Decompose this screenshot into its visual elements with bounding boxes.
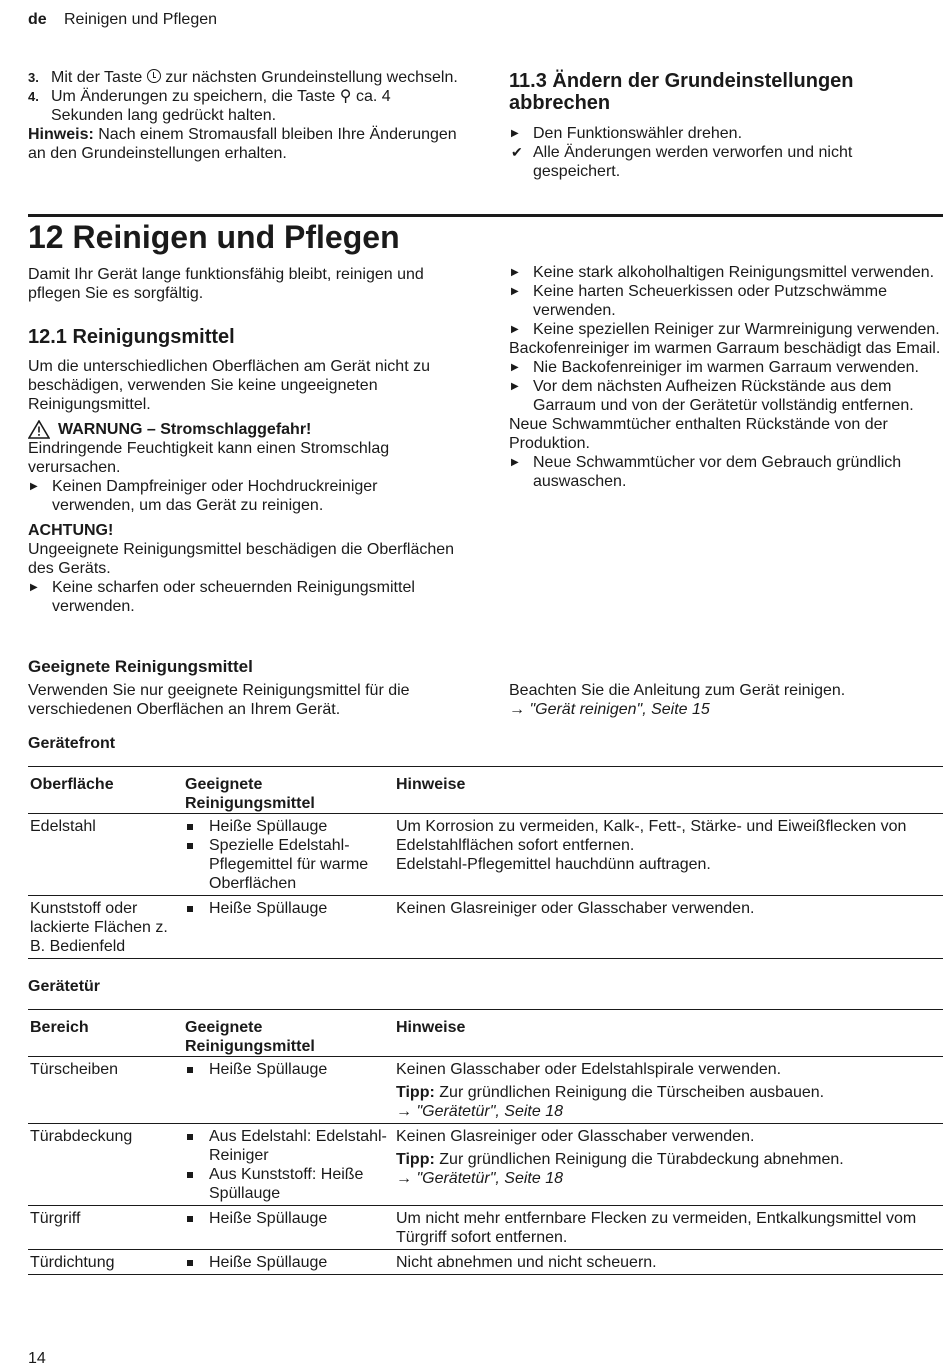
list-item: ▶ Vor dem nächsten Aufheizen Rückstände aus dem Garraum und von der Gerätetür vollständig entfernen. [511,378,914,414]
caution-text: Backofenreiniger im warmen Garraum beschädigt das Email. [509,340,941,357]
tip: Tipp: Zur gründlichen Reinigung die Türscheiben ausbauen. [396,1084,825,1101]
triangle-bullet-icon: ▶ [511,267,519,278]
triangle-bullet-icon: ▶ [511,324,519,335]
triangle-bullet-icon: ▶ [511,457,519,468]
list-item: ▶ Keine stark alkoholhaltigen Reinigungsmittel verwenden. [511,264,935,281]
column-header: Hinweise [396,1019,466,1036]
list-item: ▶ Keine scharfen oder scheuernden Reinigungsmittel verwenden. [30,579,415,615]
table-row: Türdichtung Heiße Spüllauge Nicht abnehmen und nicht scheuern. [28,1250,943,1275]
list-item: ▶ Nie Backofenreiniger im warmen Garraum verwenden. [511,359,919,376]
chapter-12-right [509,263,943,491]
triangle-bullet-icon: ▶ [511,362,519,373]
list-item: Heiße Spüllauge [185,1253,394,1272]
triangle-bullet-icon: ▶ [511,381,519,392]
column-header: Bereich [30,1019,89,1036]
checkmark-icon: ✔ [511,144,523,160]
list-item: Aus Edelstahl: Edelstahl-Reiniger [185,1127,394,1165]
column-header: Geeignete Reinigungsmittel [185,776,315,812]
warning-heading: WARNUNG – Stromschlaggefahr! [28,420,460,439]
caution-text: Neue Schwammtücher enthalten Rückstände von der Produktion. [509,416,888,452]
triangle-bullet-icon: ▶ [30,481,38,492]
list-item: ▶ Den Funktionswähler drehen. [511,125,743,142]
list-item: Heiße Spüllauge [185,1060,394,1079]
list-item: ▶ Keinen Dampfreiniger oder Hochdruckreiniger verwenden, um das Gerät zu reinigen. [30,478,378,514]
caution-text: Ungeeignete Reinigungsmittel beschädigen die Oberflächen des Geräts. [28,541,455,577]
list-item: Aus Kunststoff: Heiße Spüllauge [185,1165,394,1203]
step-3: 3. Mit der Taste zur nächsten Grundeinstellung wechseln. [28,69,458,86]
door-cleaning-table [28,1009,943,1275]
subsection-title: Geeignete Reinigungsmittel [28,657,253,676]
list-item: Heiße Spüllauge [185,1209,394,1228]
list-item: Spezielle Edelstahl-Pflegemittel für warme Oberflächen [185,836,394,893]
hint: Hinweis: Nach einem Stromausfall bleiben Ihre Änderungen an den Grundeinstellungen erhalten. [28,126,457,162]
section-intro: Um die unterschiedlichen Oberflächen am Gerät nicht zu beschädigen, verwenden Sie keine ungeeigneten Reinigungsmittel. [28,358,430,413]
warning-triangle-icon [28,420,50,439]
table-row: Kunststoff oder lackierte Flächen z. B. Bedienfeld Heiße Spüllauge Keinen Glasreiniger oder Glasschaber verwenden. [28,896,943,959]
result-item: ✔ Alle Änderungen werden verworfen und nicht gespeichert. [511,144,853,180]
previous-steps [28,68,460,163]
section-11-3 [509,70,943,181]
table-title: Gerätefront [28,735,116,752]
table-row: Türabdeckung Aus Edelstahl: Edelstahl-Reiniger Aus Kunststoff: Heiße Spüllauge Keinen Glasreiniger oder Glasschaber verwenden. Tipp: Zur gründlichen Reinigung die Türabdeckung abnehmen. → "Gerätetür", Seite 18 [28,1124,943,1206]
list-item: Heiße Spüllauge [185,817,394,836]
chapter-intro: Damit Ihr Gerät lange funktionsfähig bleibt, reinigen und pflegen Sie es sorgfältig. [28,266,424,302]
caution-heading: ACHTUNG! [28,522,114,539]
chapter-title: 12 Reinigen und Pflegen [28,219,400,255]
table-row: Türscheiben Heiße Spüllauge Keinen Glasschaber oder Edelstahlspirale verwenden. Tipp: Zur gründlichen Reinigung die Türscheiben ausbauen. → "Gerätetür", Seite 18 [28,1057,943,1124]
tip: Tipp: Zur gründlichen Reinigung die Türabdeckung abnehmen. [396,1151,844,1168]
front-cleaning-table [28,766,943,959]
section-title: 11.3 Ändern der Grundeinstellungen abbrechen [509,70,854,114]
language-code: de [28,11,47,28]
cross-reference-link[interactable]: → "Gerät reinigen", Seite 15 [509,701,710,718]
table-header-row [28,1010,943,1057]
list-item: ▶ Keine speziellen Reiniger zur Warmreinigung verwenden. [511,321,940,338]
subsection-text: Verwenden Sie nur geeignete Reinigungsmittel für die verschiedenen Oberflächen an Ihrem Gerät. [28,682,410,718]
column-header: Geeignete Reinigungsmittel [185,1019,315,1055]
section-title: 12.1 Reinigungsmittel [28,326,235,348]
step-4: 4. Um Änderungen zu speichern, die Taste ⚲ ca. 4 Sekunden lang gedrückt halten. [28,88,391,124]
table-row: Türgriff Heiße Spüllauge Um nicht mehr entfernbare Flecken zu vermeiden, Entkalkungsmittel vom Türgriff sofort entfernen. [28,1206,943,1250]
chapter-divider [28,214,943,217]
table-row: Edelstahl Heiße Spüllauge Spezielle Edelstahl-Pflegemittel für warme Oberflächen Um Korrosion zu vermeiden, Kalk-, Fett-, Stärke- und Eiweißflecken von Edelstahlflächen sofort entfernen. Edelstahl-Pflegemittel hauchdünn auftragen. [28,814,943,896]
triangle-bullet-icon: ▶ [30,582,38,593]
key-icon: ⚲ [339,88,352,105]
cross-reference-link[interactable]: → "Gerätetür", Seite 18 [396,1170,563,1187]
list-item: ▶ Keine harten Scheuerkissen oder Putzschwämme verwenden. [511,283,887,319]
table-title: Gerätetür [28,978,101,995]
page-number: 14 [28,1350,46,1367]
warning-text: Eindringende Feuchtigkeit kann einen Stromschlag verursachen. [28,440,390,476]
step-number: 3. [28,70,39,85]
column-header: Oberfläche [30,776,114,793]
column-header: Hinweise [396,776,466,793]
clock-icon [147,69,161,83]
triangle-bullet-icon: ▶ [511,128,519,139]
list-item: Heiße Spüllauge [185,899,394,918]
running-header-title: Reinigen und Pflegen [64,11,218,28]
list-item: ▶ Neue Schwammtücher vor dem Gebrauch gründlich auswaschen. [511,454,902,490]
chapter-12-left [28,265,460,616]
triangle-bullet-icon: ▶ [511,286,519,297]
cross-reference-link[interactable]: → "Gerätetür", Seite 18 [396,1103,563,1120]
subsection-note: Beachten Sie die Anleitung zum Gerät reinigen. → "Gerät reinigen", Seite 15 [509,681,943,719]
step-number: 4. [28,89,39,104]
table-header-row [28,767,943,814]
